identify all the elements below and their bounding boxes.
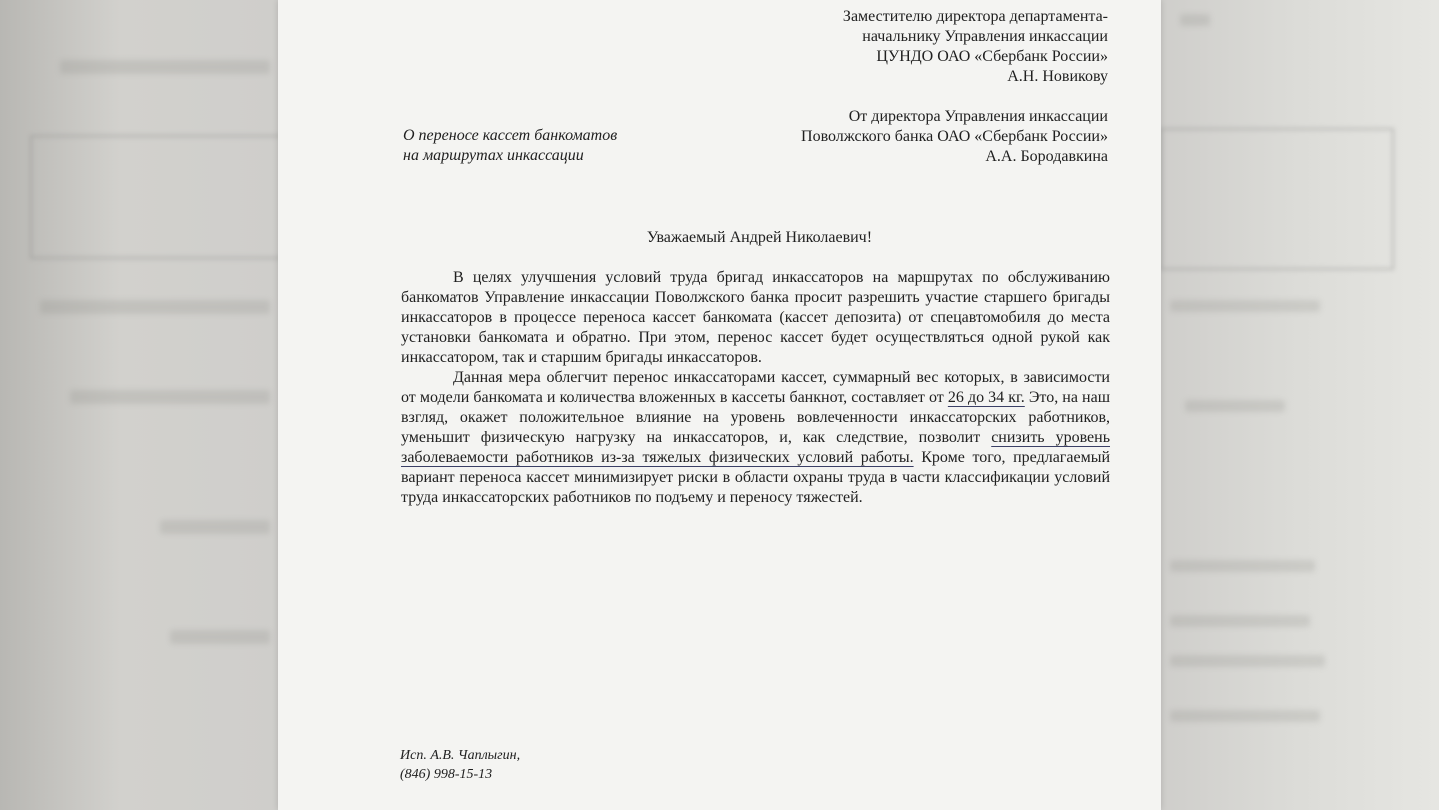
executor-phone: (846) 998-15-13	[400, 767, 493, 782]
addressee-line: А.Н. Новикову	[1007, 68, 1108, 85]
body-paragraph-2	[401, 368, 1110, 508]
background-smudge	[1170, 300, 1320, 312]
addressee-line: ЦУНДО ОАО «Сбербанк России»	[876, 48, 1108, 65]
background-smudge	[70, 390, 270, 404]
sender-line: От директора Управления инкассации	[848, 108, 1108, 125]
background-smudge	[1170, 710, 1320, 722]
background-table-right	[1160, 128, 1394, 270]
body-paragraph-1: В целях улучшения условий труда бригад инкассаторов на маршрутах по обслуживанию банкоматов Управление инкассации Поволжского банка просит разрешить участие старшего бригады инкассаторов в процессе переноса кассет банкомата (кассет депозита) от спецавтомобиля до места установки банкомата и обратно. При этом, перенос кассет будет осуществляться одной рукой как инкассатором, так и старшим бригады инкассаторов.	[401, 269, 1110, 366]
sender-block	[801, 107, 1108, 167]
sender-line: А.А. Бородавкина	[985, 148, 1108, 165]
underlined-phrase: снизить уровень заболеваемости работников из-за тяжелых физических условий работы.	[401, 429, 1110, 466]
subject-block	[403, 126, 617, 166]
background-smudge	[1180, 14, 1210, 26]
addressee-line: начальнику Управления инкассации	[862, 28, 1108, 45]
greeting: Уважаемый Андрей Николаевич!	[646, 229, 873, 246]
background-smudge	[1170, 560, 1315, 572]
body-text-segment: Данная мера облегчит перенос инкассаторами кассет, суммарный вес которых, в зависимости от модели банкомата и количества вложенных в кассеты банкнот, составляет от	[401, 369, 1110, 406]
subject-line: на маршрутах инкассации	[403, 147, 584, 164]
background-smudge	[170, 630, 270, 644]
background-smudge	[1170, 655, 1325, 667]
background-smudge	[60, 60, 270, 74]
executor-block	[400, 746, 520, 784]
body-text-segment: Кроме того, предлагаемый вариант переноса кассет минимизирует риски в области охраны труда в части классификации условий труда инкассаторских работников по подъему и переносу тяжестей.	[401, 449, 1111, 506]
subject-line: О переносе кассет банкоматов	[403, 127, 618, 144]
background-table-left	[30, 135, 280, 259]
background-smudge	[1170, 615, 1310, 627]
background-smudge	[40, 300, 270, 314]
letter-body	[401, 268, 1110, 508]
addressee-line: Заместителю директора департамента-	[842, 8, 1108, 25]
addressee-block	[843, 7, 1108, 87]
body-text-segment: Это, на наш взгляд, окажет положительное влияние на уровень вовлеченности инкассаторских работников, уменьшит физическую нагрузку на инкассаторов, и, как следствие, позволит	[401, 389, 1111, 446]
background-smudge	[160, 520, 270, 534]
executor-name: Исп. А.В. Чаплыгин,	[400, 748, 521, 763]
letter-page	[278, 0, 1161, 810]
background-smudge	[1185, 400, 1285, 412]
sender-line: Поволжского банка ОАО «Сбербанк России»	[801, 128, 1108, 145]
underlined-weight: 26 до 34 кг.	[947, 389, 1025, 406]
